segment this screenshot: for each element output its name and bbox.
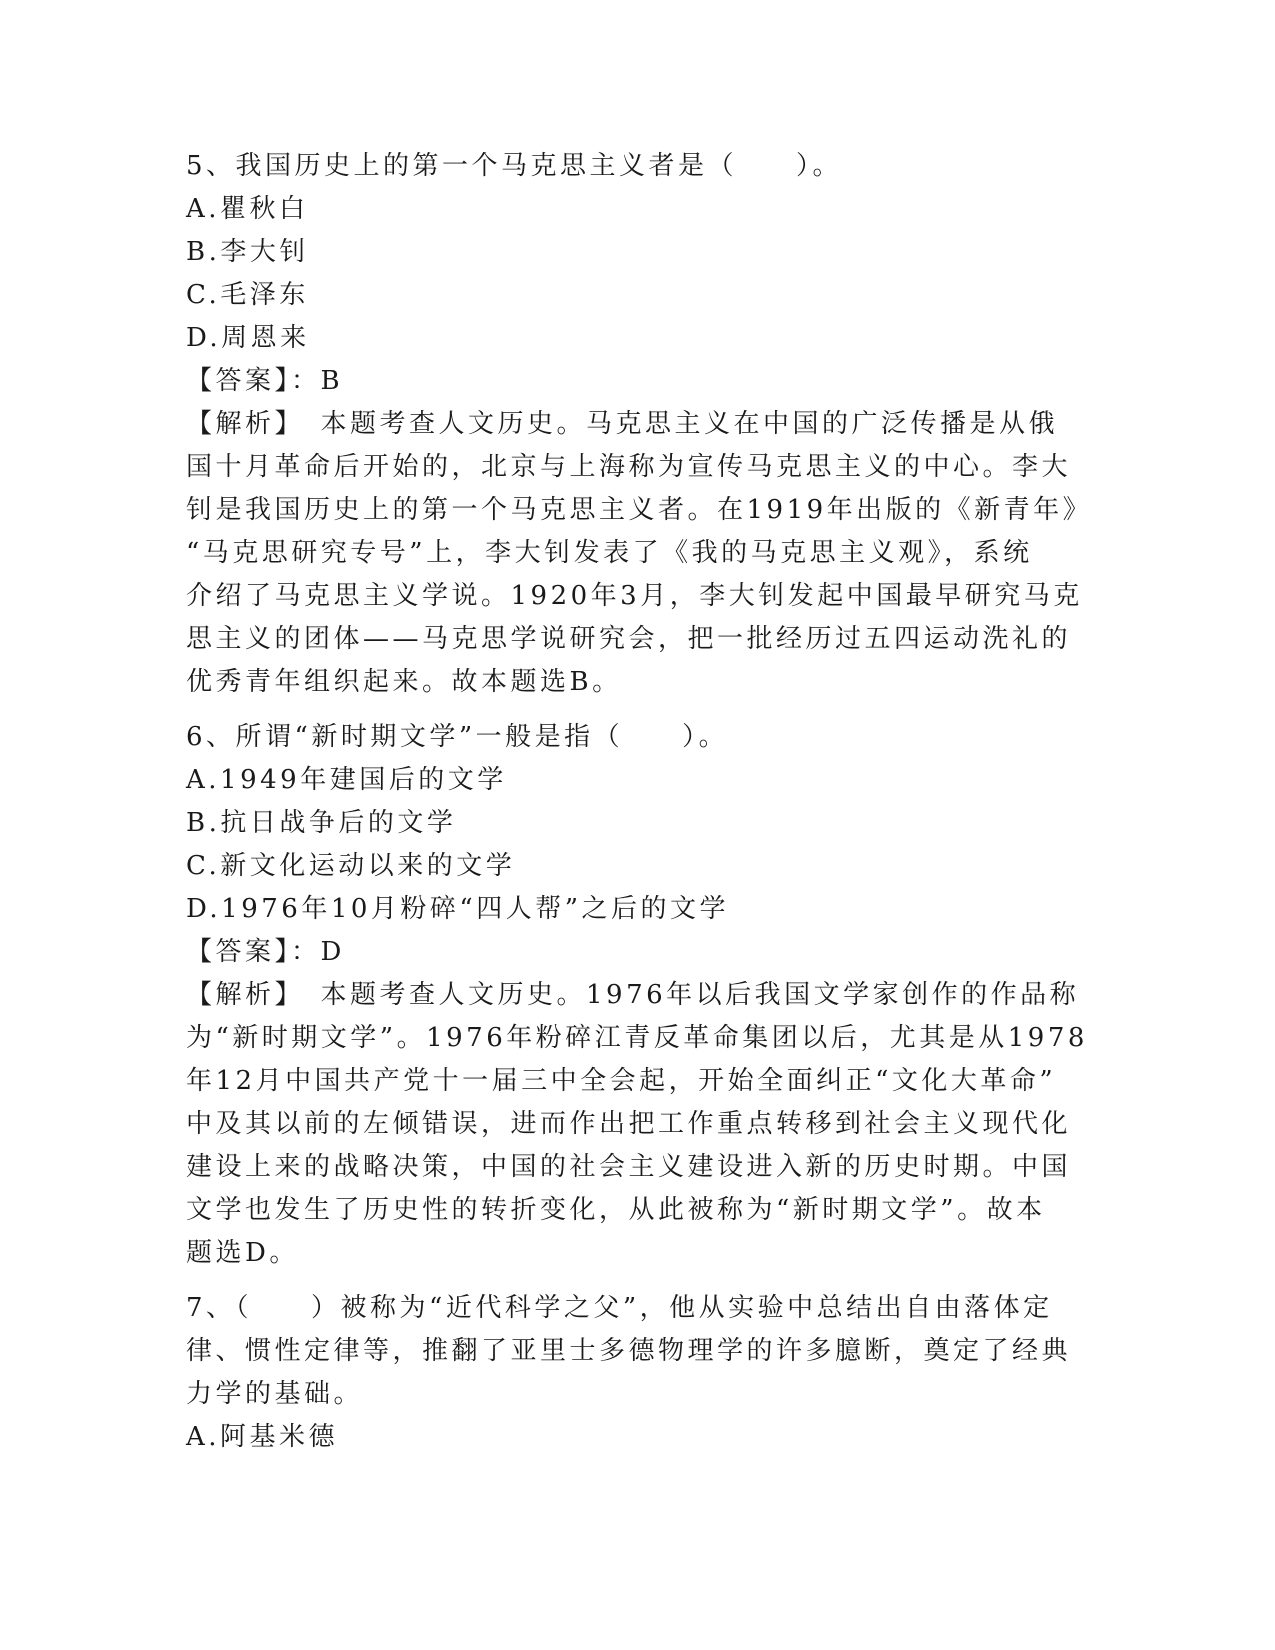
analysis-line: 思主义的团体——马克思学说研究会，把一批经历过五四运动洗礼的	[186, 624, 1072, 654]
analysis-line: 【解析】 本题考查人文历史。马克思主义在中国的广泛传播是从俄	[186, 409, 1059, 439]
stem-line: 6、所谓“新时期文学”一般是指（ ）。	[186, 722, 729, 752]
analysis-line: 题选D。	[186, 1238, 299, 1268]
analysis-line: 国十月革命后开始的，北京与上海称为宣传马克思主义的中心。李大	[186, 452, 1072, 482]
option-b: B.李大钊	[186, 237, 309, 267]
question-gap	[186, 1275, 1066, 1287]
analysis-line: “马克思研究专号”上，李大钊发表了《我的马克思主义观》，系统	[186, 538, 1033, 568]
analysis	[186, 974, 1088, 1275]
document-page	[186, 145, 1093, 1459]
stem-line: 7、（ ）被称为“近代科学之父”，他从实验中总结出自由落体定	[186, 1293, 1053, 1323]
question-stem	[186, 716, 1066, 759]
analysis-line: 中及其以前的左倾错误，进而作出把工作重点转移到社会主义现代化	[186, 1109, 1072, 1139]
option-c: C.新文化运动以来的文学	[186, 851, 516, 881]
option-d: D.1976年10月粉碎“四人帮”之后的文学	[186, 894, 730, 924]
stem-line: 力学的基础。	[186, 1379, 364, 1409]
question-stem	[186, 145, 1066, 188]
question-7	[186, 1287, 1072, 1459]
question-gap	[186, 704, 1066, 716]
analysis-line: 建设上来的战略决策，中国的社会主义建设进入新的历史时期。中国	[186, 1152, 1072, 1182]
stem-line: 律、惯性定律等，推翻了亚里士多德物理学的许多臆断，奠定了经典	[186, 1336, 1072, 1366]
analysis-line: 优秀青年组织起来。故本题选B。	[186, 667, 622, 697]
analysis-line: 年12月中国共产党十一届三中全会起，开始全面纠正“文化大革命”	[186, 1066, 1057, 1096]
question-5	[186, 145, 1093, 704]
answer-line: 【答案】：D	[186, 937, 345, 967]
option-a: A.瞿秋白	[186, 194, 309, 224]
option-d: D.周恩来	[186, 323, 310, 353]
analysis-line: 钊是我国历史上的第一个马克思主义者。在1919年出版的《新青年》	[186, 495, 1093, 525]
option-a: A.1949年建国后的文学	[186, 765, 507, 795]
analysis-line: 为“新时期文学”。1976年粉碎江青反革命集团以后，尤其是从1978	[186, 1023, 1088, 1053]
analysis-line: 文学也发生了历史性的转折变化，从此被称为“新时期文学”。故本	[186, 1195, 1046, 1225]
analysis	[186, 403, 1093, 704]
question-stem	[186, 1287, 1072, 1416]
question-6	[186, 716, 1088, 1275]
analysis-line: 介绍了马克思主义学说。1920年3月，李大钊发起中国最早研究马克	[186, 581, 1083, 611]
option-a: A.阿基米德	[186, 1422, 339, 1452]
option-c: C.毛泽东	[186, 280, 309, 310]
stem-line: 5、我国历史上的第一个马克思主义者是（ ）。	[186, 151, 843, 181]
analysis-line: 【解析】 本题考查人文历史。1976年以后我国文学家创作的作品称	[186, 980, 1080, 1010]
answer-line: 【答案】：B	[186, 366, 344, 396]
option-b: B.抗日战争后的文学	[186, 808, 457, 838]
